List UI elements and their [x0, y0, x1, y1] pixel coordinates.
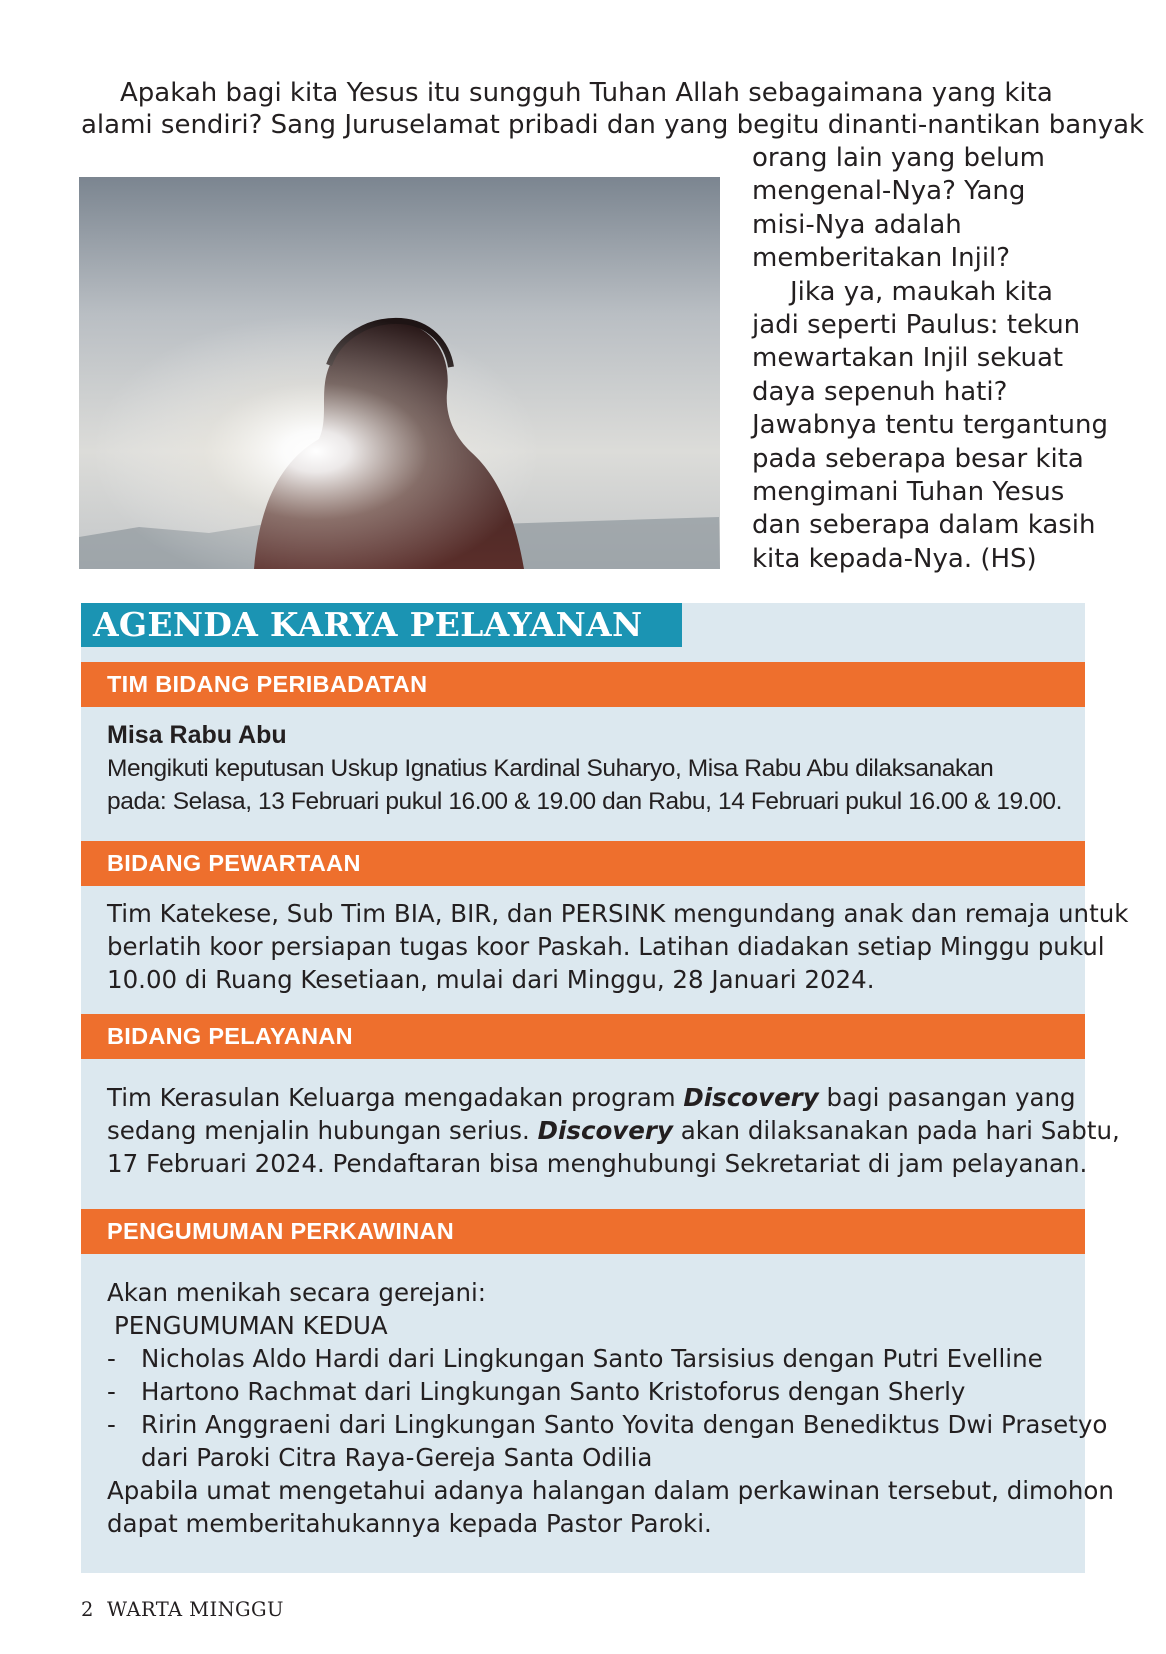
body-line: [107, 1114, 1120, 1147]
section-body-perkawinan: [107, 1276, 1114, 1540]
body-line: dapat memberitahukannya kepada Pastor Paroki.: [107, 1509, 712, 1538]
section-body-pewartaan: [107, 897, 1128, 996]
side-line: jadi seperti Paulus: tekun: [752, 310, 1081, 341]
emphasis-discovery: Discovery: [537, 1116, 673, 1145]
body-line: [107, 1081, 1120, 1114]
silhouette-photo: [79, 177, 720, 569]
list-text: Hartono Rachmat dari Lingkungan Santo Kristoforus dengan Sherly: [141, 1377, 966, 1406]
side-line: Jika ya, maukah kita: [790, 276, 1053, 307]
text-run: akan dilaksanakan pada hari Sabtu,: [672, 1116, 1120, 1145]
side-line: orang lain yang belum: [752, 143, 1045, 173]
intro-side-column: [752, 142, 1108, 576]
section-body-peribadatan: [107, 719, 1062, 818]
side-line: memberitakan Injil?: [752, 243, 1011, 274]
page-number: 2: [81, 1598, 94, 1621]
section-header-perkawinan: PENGUMUMAN PERKAWINAN: [81, 1209, 1085, 1254]
list-item: [107, 1375, 1114, 1408]
side-line: mewartakan Injil sekuat: [752, 343, 1064, 374]
body-line: Tim Katekese, Sub Tim BIA, BIR, dan PERSINK mengundang anak dan remaja untuk: [107, 899, 1129, 928]
list-item: [107, 1342, 1114, 1375]
intro-line-1: Apakah bagi kita Yesus itu sungguh Tuhan Allah sebagaimana yang kita: [120, 78, 1053, 108]
body-line: Akan menikah secara gerejani:: [107, 1278, 487, 1307]
section-header-peribadatan: TIM BIDANG PERIBADATAN: [81, 662, 1085, 707]
list-text: Ririn Anggraeni dari Lingkungan Santo Yovita dengan Benediktus Dwi Prasetyo: [141, 1410, 1108, 1439]
side-line: kita kepada-Nya. (HS): [752, 543, 1037, 574]
text-run: Tim Kerasulan Keluarga mengadakan program: [107, 1083, 684, 1112]
publication-name: WARTA MINGGU: [107, 1598, 284, 1621]
body-line: pada: Selasa, 13 Februari pukul 16.00 & 19.00 dan Rabu, 14 Februari pukul 16.00 & 19.00.: [107, 788, 1063, 815]
body-line: 10.00 di Ruang Kesetiaan, mulai dari Minggu, 28 Januari 2024.: [107, 965, 875, 994]
side-line: mengimani Tuhan Yesus: [752, 477, 1065, 508]
list-text: dari Paroki Citra Raya-Gereja Santa Odilia: [141, 1443, 653, 1472]
emphasis-discovery: Discovery: [683, 1083, 819, 1112]
list-item-continued: [107, 1441, 1114, 1474]
side-line: misi-Nya adalah: [752, 209, 962, 240]
dash: -: [107, 1377, 116, 1406]
side-line: daya sepenuh hati?: [752, 376, 1008, 407]
body-line: Apabila umat mengetahui adanya halangan dalam perkawinan tersebut, dimohon: [107, 1476, 1114, 1505]
dash: -: [107, 1344, 116, 1373]
side-line: Jawabnya tentu tergantung: [752, 410, 1108, 441]
intro-line-2: alami sendiri? Sang Juruselamat pribadi dan yang begitu dinanti-nantikan banyak: [81, 110, 1145, 140]
section-header-pelayanan: BIDANG PELAYANAN: [81, 1014, 1085, 1059]
section-body-pelayanan: [107, 1081, 1120, 1180]
list-item: [107, 1408, 1114, 1441]
text-run: bagi pasangan yang: [818, 1083, 1076, 1112]
agenda-title: AGENDA KARYA PELAYANAN: [81, 603, 682, 647]
body-line: 17 Februari 2024. Pendaftaran bisa menghubungi Sekretariat di jam pelayanan.: [107, 1149, 1088, 1178]
side-line: mengenal-Nya? Yang: [752, 176, 1026, 207]
body-subhead: PENGUMUMAN KEDUA: [114, 1311, 388, 1340]
text-run: sedang menjalin hubungan serius.: [107, 1116, 538, 1145]
section-header-pewartaan: BIDANG PEWARTAAN: [81, 841, 1085, 886]
side-line: pada seberapa besar kita: [752, 443, 1084, 474]
page-footer: [81, 1598, 284, 1621]
dash: -: [107, 1410, 116, 1439]
section-subtitle: Misa Rabu Abu: [107, 721, 287, 749]
body-line: Mengikuti keputusan Uskup Ignatius Kardinal Suharyo, Misa Rabu Abu dilaksanakan: [107, 755, 994, 782]
list-text: Nicholas Aldo Hardi dari Lingkungan Santo Tarsisius dengan Putri Evelline: [141, 1344, 1043, 1373]
body-line: berlatih koor persiapan tugas koor Paskah. Latihan diadakan setiap Minggu pukul: [107, 932, 1105, 961]
side-line: dan seberapa dalam kasih: [752, 510, 1096, 541]
